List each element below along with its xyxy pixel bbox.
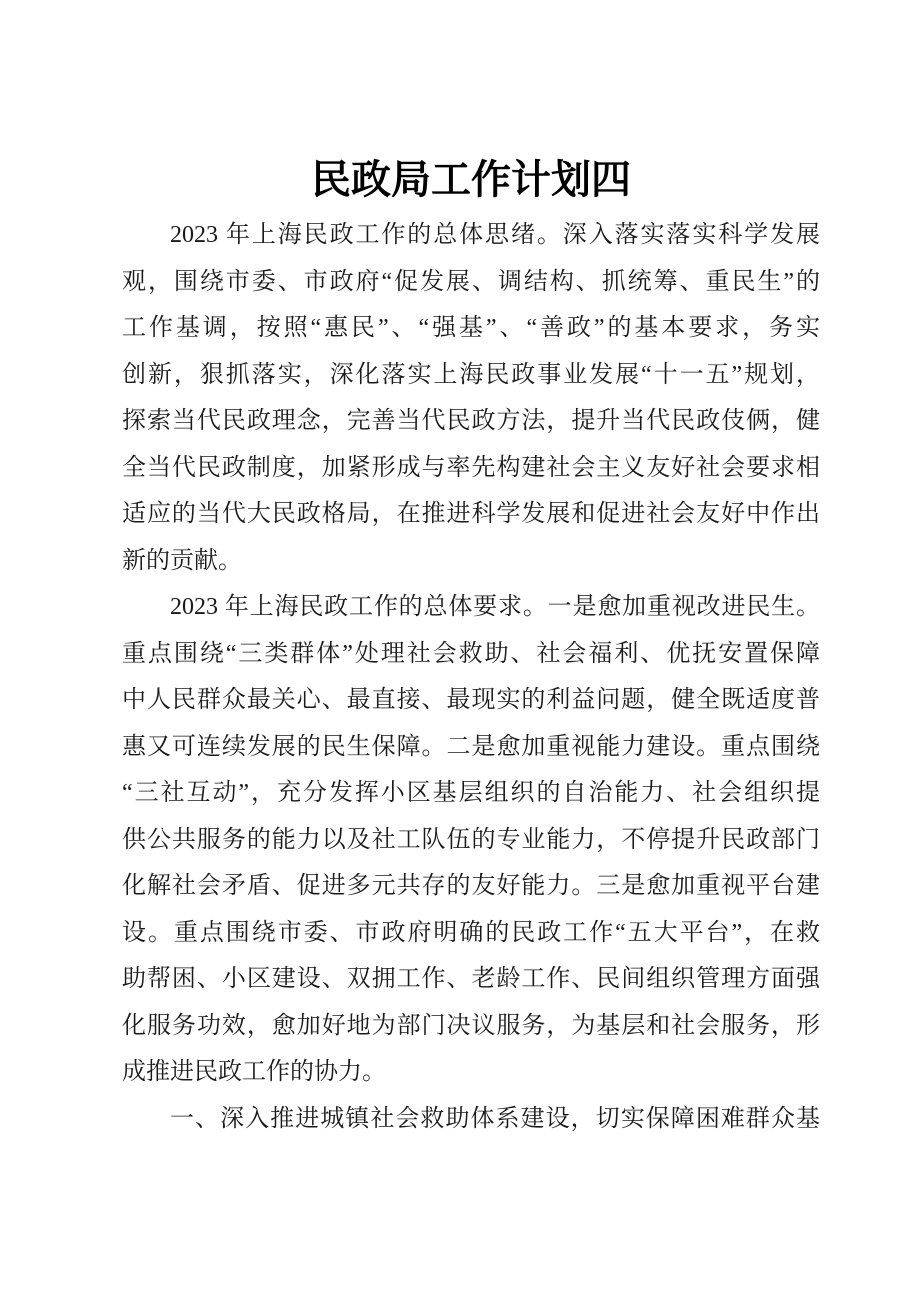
text-line: 一、深入推进城镇社会救助体系建设，切实保障困难群众基	[170, 1105, 820, 1132]
text-line: 新的贡献。	[122, 547, 242, 574]
text-line: 全当代民政制度，加紧形成与率先构建社会主义友好社会要求相	[122, 454, 820, 481]
text-line: 创新，狠抓落实，深化落实上海民政事业发展“十一五”规划，	[122, 361, 820, 388]
text-line: 成推进民政工作的协力。	[122, 1059, 386, 1085]
text-line: 助帮困、小区建设、双拥工作、老龄工作、民间组织管理方面强	[122, 966, 820, 992]
text-line: 中人民群众最关心、最直接、最现实的利益问题，健全既适度普	[122, 687, 820, 713]
text-line: 2023 年上海民政工作的总体思绪。深入落实落实科学发展	[170, 222, 820, 248]
text-line: 惠又可连续发展的民生保障。二是愈加重视能力建设。重点围绕	[122, 733, 820, 760]
paragraph	[122, 584, 820, 1096]
text-line: 化解社会矛盾、促进多元共存的友好能力。三是愈加重视平台建	[122, 873, 820, 899]
text-line: 重点围绕“三类群体”处理社会救助、社会福利、优抚安置保障	[122, 640, 820, 667]
paragraph	[122, 1096, 820, 1143]
text-line: 设。重点围绕市委、市政府明确的民政工作“五大平台”，在救	[122, 919, 820, 946]
text-line: 工作基调，按照“惠民”、“强基”、“善政”的基本要求，务实	[122, 315, 820, 341]
text-line: 化服务功效，愈加好地为部门决议服务，为基层和社会服务，形	[122, 1012, 820, 1039]
text-line: 供公共服务的能力以及社工队伍的专业能力，不停提升民政部门	[122, 826, 820, 853]
text-line: 探索当代民政理念，完善当代民政方法，提升当代民政伎俩，健	[122, 408, 820, 434]
paragraph	[122, 212, 820, 584]
text-line: 适应的当代大民政格局，在推进科学发展和促进社会友好中作出	[122, 501, 820, 527]
document-title: 民政局工作计划四	[311, 157, 631, 202]
text-line: “三社互动”，充分发挥小区基层组织的自治能力、社会组织提	[122, 780, 820, 806]
document-body	[122, 212, 820, 1142]
text-line: 观，围绕市委、市政府“促发展、调结构、抓统筹、重民生”的	[122, 268, 820, 295]
text-line: 2023 年上海民政工作的总体要求。一是愈加重视改进民生。	[170, 594, 820, 620]
